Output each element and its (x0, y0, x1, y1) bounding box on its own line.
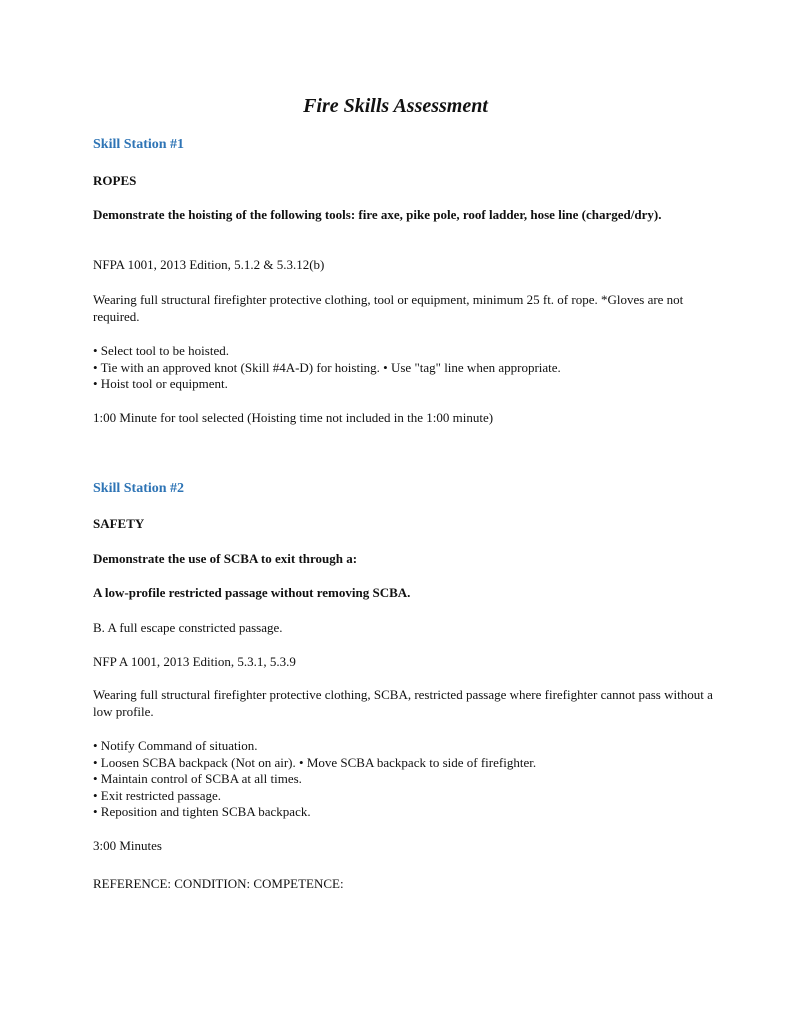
list-item: • Notify Command of situation. (93, 738, 258, 753)
station-2-reference: NFP A 1001, 2013 Edition, 5.3.1, 5.3.9 (93, 654, 296, 669)
station-2-time: 3:00 Minutes (93, 838, 162, 853)
list-item: • Loosen SCBA backpack (Not on air). • Move SCBA backpack to side of firefighter. (93, 754, 537, 770)
station-2-steps (93, 738, 713, 821)
station-1-reference: NFPA 1001, 2013 Edition, 5.1.2 & 5.3.12(b) (93, 257, 325, 272)
station-2-footer-labels: REFERENCE: CONDITION: COMPETENCE: (93, 876, 344, 891)
station-2-option-b: B. A full escape constricted passage. (93, 620, 283, 635)
list-item: • Reposition and tighten SCBA backpack. (93, 804, 311, 819)
station-1-heading: Skill Station #1 (93, 137, 185, 152)
station-1-category: ROPES (93, 173, 137, 188)
list-item: • Maintain control of SCBA at all times. (93, 771, 302, 786)
list-item: • Hoist tool or equipment. (93, 376, 228, 391)
list-item: • Select tool to be hoisted. (93, 343, 229, 358)
station-2-condition: Wearing full structural firefighter protective clothing, SCBA, restricted passage where firefighter cannot pass without a low profile. (93, 687, 713, 719)
station-1-time: 1:00 Minute for tool selected (Hoisting time not included in the 1:00 minute) (93, 410, 494, 425)
station-1-condition: Wearing full structural firefighter protective clothing, tool or equipment, minimum 25 ft. of rope. *Gloves are not required. (93, 292, 684, 324)
page-title: Fire Skills Assessment (303, 95, 488, 117)
station-2-task: Demonstrate the use of SCBA to exit through a: (93, 551, 358, 566)
station-2-category: SAFETY (93, 516, 145, 531)
list-item: • Exit restricted passage. (93, 787, 222, 803)
station-2-option-a: A low-profile restricted passage without removing SCBA. (93, 585, 411, 600)
station-2-heading: Skill Station #2 (93, 481, 185, 496)
station-1-task: Demonstrate the hoisting of the following tools: fire axe, pike pole, roof ladder, hose line (charged/dry). (93, 207, 662, 222)
list-item: • Tie with an approved knot (Skill #4A-D) for hoisting. • Use "tag" line when appropriate. (93, 359, 561, 375)
station-1-steps (93, 343, 713, 393)
